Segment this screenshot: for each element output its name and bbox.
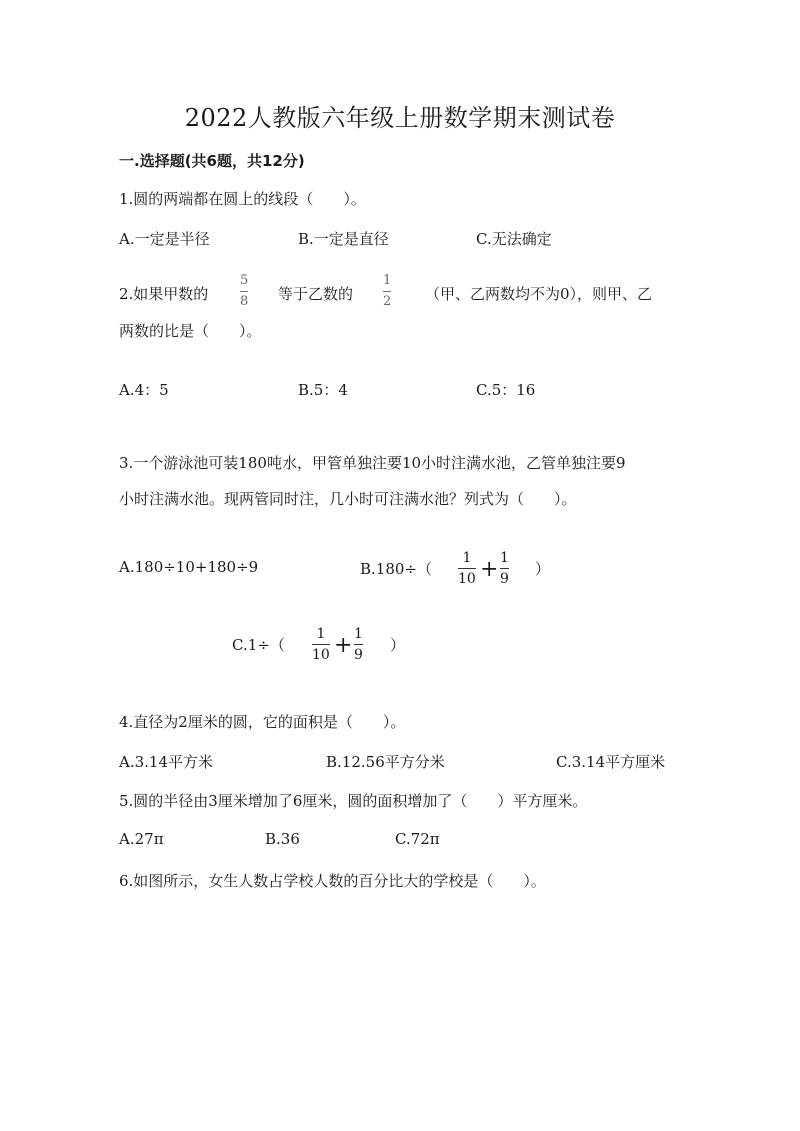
question-2-fraction-2 [383,273,391,310]
question-2-option-a[interactable]: A.4：5 [119,381,169,399]
question-3-option-c-fraction-2 [354,626,363,663]
option-b-prefix: B.180÷（ [360,560,432,578]
question-2-option-c[interactable]: C.5：16 [476,381,536,399]
fraction-bar [312,644,330,645]
fraction-bar [458,568,476,569]
question-4-option-c[interactable]: C.3.14平方厘米 [556,753,666,771]
question-1-option-b[interactable]: B.一定是直径 [298,230,389,248]
question-3-option-a[interactable]: A.180÷10+180÷9 [119,558,259,576]
fraction-numerator: 1 [462,550,472,566]
question-4-option-b[interactable]: B.12.56平方分米 [326,753,445,771]
question-3-option-c-suffix: ） [390,636,406,654]
question-6-stem: 6.如图所示，女生人数占学校人数的百分比大的学校是（ ）。 [119,872,546,890]
question-3-option-b[interactable] [360,558,432,579]
question-3-option-c-fraction-1 [312,626,330,663]
fraction-bar [240,291,248,292]
fraction-numerator: 5 [240,273,249,288]
fraction-bar [383,291,391,292]
question-1-option-a[interactable]: A.一定是半径 [119,230,210,248]
question-5-stem: 5.圆的半径由3厘米增加了6厘米，圆的面积增加了（ ）平方厘米。 [119,792,588,810]
question-3-stem-line1: 3.一个游泳池可装180吨水，甲管单独注要10小时注满水池，乙管单独注要9 [119,454,626,472]
question-4-stem: 4.直径为2厘米的圆，它的面积是（ ）。 [119,713,406,731]
fraction-denominator: 10 [458,571,476,587]
question-1-option-c[interactable]: C.无法确定 [476,230,552,248]
question-4-option-a[interactable]: A.3.14平方米 [119,753,213,771]
fraction-denominator: 9 [500,571,509,587]
section-heading: 一.选择题(共6题，共12分) [119,152,305,170]
fraction-denominator: 10 [312,647,330,663]
question-2-fraction-1 [240,273,248,310]
page-title: 2022人教版六年级上册数学期末测试卷 [184,104,616,132]
question-2-stem-line2: 两数的比是（ ）。 [119,322,262,340]
fraction-denominator: 9 [354,647,363,663]
question-3-option-b-fraction-1 [458,550,476,587]
question-3-option-b-fraction-2 [500,550,509,587]
question-5-option-c[interactable]: C.72π [395,830,440,848]
fraction-denominator: 2 [383,294,392,309]
fraction-numerator: 1 [316,626,326,642]
question-3-option-c-plus: + [334,633,353,658]
question-3-stem-line2: 小时注满水池。现两管同时注，几小时可注满水池？列式为（ ）。 [119,490,577,508]
question-1-stem: 1.圆的两端都在圆上的线段（ ）。 [119,190,366,208]
fraction-numerator: 1 [500,550,509,566]
question-2-option-b[interactable]: B.5：4 [298,381,348,399]
fraction-denominator: 8 [240,294,249,309]
question-3-option-b-plus: + [480,557,499,582]
question-3-option-b-suffix: ） [535,560,551,578]
question-5-option-b[interactable]: B.36 [265,830,300,848]
fraction-bar [500,568,509,569]
question-2-stem-a: 2.如果甲数的 [119,285,209,303]
option-c-prefix: C.1÷（ [232,636,285,654]
question-5-option-a[interactable]: A.27π [119,830,164,848]
fraction-numerator: 1 [383,273,392,288]
question-2-stem-c: （甲、乙两数均不为0），则甲、乙 [425,285,653,303]
question-2-stem-b: 等于乙数的 [278,285,354,303]
question-3-option-c[interactable] [232,634,285,655]
fraction-numerator: 1 [354,626,363,642]
fraction-bar [354,644,363,645]
